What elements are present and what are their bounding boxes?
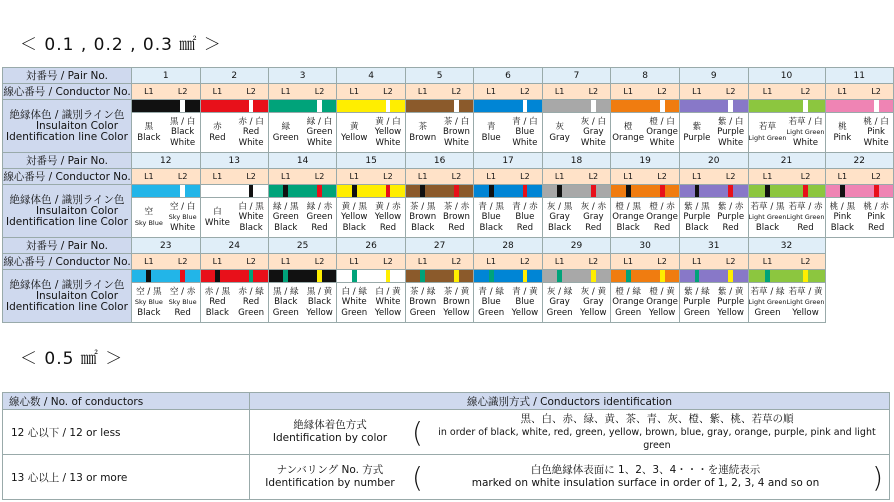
l1-color-name: 紫 Purple <box>683 122 711 143</box>
color-swatch <box>405 100 474 113</box>
pair-number: 31 <box>680 238 749 254</box>
pair-number: 2 <box>200 68 268 84</box>
l1-label: L1 <box>762 172 773 181</box>
color-name <box>611 198 680 238</box>
l1-label: L1 <box>554 87 565 96</box>
l2-color-name: 紫 / 赤 Purple Red <box>717 201 745 233</box>
conductor-labels <box>748 169 825 185</box>
l2-label: L2 <box>725 172 736 181</box>
pair-number: 22 <box>825 153 894 169</box>
color-swatch <box>542 270 610 283</box>
conductor-header: 線心番号 / Conductor No. <box>3 254 132 270</box>
conductor-labels <box>405 254 474 270</box>
pair-number: 10 <box>748 68 825 84</box>
l2-color-name: 茶 / 白 Brown White <box>442 116 470 148</box>
l1-label: L1 <box>212 87 223 96</box>
color-name <box>268 113 336 153</box>
l1-label: L1 <box>762 87 773 96</box>
conductor-labels <box>611 84 680 100</box>
l2-color-name: 桃 / 白 Pink White <box>863 116 889 148</box>
conductor-labels <box>542 84 610 100</box>
l1-color-name: 橙 / 黒 Orange Black <box>612 201 645 233</box>
l2-color-name: 紫 / 白 Purple White <box>717 116 745 148</box>
conductor-header: 線心番号 / Conductor No. <box>3 169 132 185</box>
l1-label: L1 <box>692 257 702 266</box>
l1-color-name: 橙 / 緑 Orange Green <box>612 286 645 318</box>
color-swatch <box>337 270 405 283</box>
color-name <box>405 113 474 153</box>
color-swatch <box>337 100 405 113</box>
l1-label: L1 <box>486 257 496 266</box>
pair-header: 対番号 / Pair No. <box>3 68 132 84</box>
pair-number: 13 <box>200 153 268 169</box>
l1-color-name: 空 / 黒 Sky Blue Black <box>134 286 163 318</box>
l2-label: L2 <box>657 87 667 96</box>
color-header: 絶縁体色 / 識別ライン色 Insulaiton Color Identification line Color <box>3 100 132 153</box>
color-swatch <box>542 185 610 198</box>
identification-method: ナンバリング No. 方式 Identification by number ( 白色絶縁体表面に 1、2、3、4・・・を連続表示 marked on white insulation surface in order of 1, 2, 3, 4 and so on ) <box>250 455 890 500</box>
color-swatch <box>131 100 200 113</box>
color-name <box>825 113 894 153</box>
l1-label: L1 <box>212 257 223 266</box>
l1-label: L1 <box>144 172 154 181</box>
pair-number: 25 <box>268 238 336 254</box>
pair-number: 4 <box>337 68 405 84</box>
l1-label: L1 <box>349 172 359 181</box>
method-en: Identification by number <box>265 477 395 489</box>
l2-label: L2 <box>520 87 530 96</box>
l1-color-name: 黄 Yellow <box>341 122 368 143</box>
l1-color-name: 赤 Red <box>209 122 226 143</box>
l2-label: L2 <box>588 257 599 266</box>
color-name <box>748 198 825 238</box>
l1-color-name: 紫 / 緑 Purple Green <box>683 286 711 318</box>
color-name <box>680 198 749 238</box>
color-name <box>405 198 474 238</box>
l2-label: L2 <box>588 87 599 96</box>
l2-color-name: 若草 / 赤 Light Green Red <box>786 201 825 233</box>
color-swatch <box>131 270 200 283</box>
l2-color-name: 若草 / 白 Light Green White <box>786 116 825 148</box>
l1-label: L1 <box>554 257 565 266</box>
pair-number: 21 <box>748 153 825 169</box>
color-name <box>131 283 200 323</box>
l2-color-name: 空 / 赤 Sky Blue Red <box>168 286 197 318</box>
l1-label: L1 <box>623 87 633 96</box>
color-name <box>474 198 542 238</box>
l1-label: L1 <box>349 257 359 266</box>
l2-color-name: 灰 / 白 Gray White <box>580 116 607 148</box>
l2-color-name: 橙 / 赤 Orange Red <box>646 201 678 233</box>
color-swatch <box>748 270 825 283</box>
l2-color-name: 紫 / 黄 Purple Yellow <box>717 286 745 318</box>
l1-color-name: 赤 / 黒 Red Black <box>204 286 231 318</box>
l2-color-name: 青 / 白 Blue White <box>512 116 538 148</box>
method-desc-jp: 黒、白、赤、緑、黄、茶、青、灰、橙、紫、桃、若草の順 <box>520 412 794 425</box>
l2-color-name: 緑 / 赤 Green Red <box>306 201 333 233</box>
l1-label: L1 <box>486 87 496 96</box>
l1-color-name: 桃 Pink <box>833 122 852 143</box>
l2-label: L2 <box>657 257 667 266</box>
pair-header: 対番号 / Pair No. <box>3 153 132 169</box>
pair-number: 19 <box>611 153 680 169</box>
l2-label: L2 <box>725 87 736 96</box>
color-swatch <box>200 100 268 113</box>
pair-number: 1 <box>131 68 200 84</box>
l2-color-name: 青 / 黄 Blue Yellow <box>511 286 539 318</box>
color-swatch <box>200 270 268 283</box>
color-swatch <box>748 185 825 198</box>
l2-label: L2 <box>588 172 599 181</box>
pair-number: 5 <box>405 68 474 84</box>
color-swatch <box>680 270 749 283</box>
pair-number: 6 <box>474 68 542 84</box>
l1-color-name: 茶 / 黒 Brown Black <box>409 201 437 233</box>
pair-number: 27 <box>405 238 474 254</box>
color-swatch <box>611 100 680 113</box>
method-desc-en: in order of black, white, red, green, yellow, brown, blue, gray, orange, purple, pink and light green <box>438 426 876 451</box>
l2-color-name: 青 / 赤 Blue Red <box>512 201 538 233</box>
l1-color-name: 紫 / 黒 Purple Black <box>683 201 711 233</box>
l1-color-name: 黄 / 黒 Yellow Black <box>341 201 368 233</box>
l1-label: L1 <box>837 172 848 181</box>
color-swatch <box>474 100 542 113</box>
pair-number: 24 <box>200 238 268 254</box>
color-swatch <box>405 185 474 198</box>
header-conductors-identification: 線心識別方式 / Conductors identification <box>250 393 890 410</box>
l2-color-name: 赤 / 白 Red White <box>238 116 264 148</box>
conductor-labels <box>474 84 542 100</box>
l2-label: L2 <box>451 87 462 96</box>
identification-method: 絶縁体着色方式 Identification by color ( 黒、白、赤、緑、黄、茶、青、灰、橙、紫、桃、若草の順 in order of black, white, red, green, yellow, brown, blue, gray, orange, purple, pink and light green <box>250 410 890 455</box>
l2-color-name: 赤 / 緑 Red Green <box>238 286 265 318</box>
conductor-labels <box>405 84 474 100</box>
method-jp: ナンバリング No. 方式 <box>276 464 384 476</box>
color-swatch <box>200 185 268 198</box>
l1-label: L1 <box>554 172 565 181</box>
color-name <box>131 113 200 153</box>
l2-color-name: 黒 / 黄 Black Yellow <box>306 286 333 318</box>
conductor-labels <box>268 169 336 185</box>
conductor-labels <box>131 169 200 185</box>
header-no-of-conductors: 線心数 / No. of conductors <box>3 393 250 410</box>
color-swatch <box>337 185 405 198</box>
conductor-header: 線心番号 / Conductor No. <box>3 84 132 100</box>
l2-color-name: 黄 / 赤 Yellow Red <box>374 201 402 233</box>
conductor-labels <box>611 169 680 185</box>
conductor-labels <box>680 84 749 100</box>
l1-color-name: 空 Sky Blue <box>134 207 163 227</box>
l2-label: L2 <box>246 257 256 266</box>
l2-color-name: 白 / 黒 White Black <box>238 201 264 233</box>
l1-color-name: 灰 / 黒 Gray Black <box>546 201 573 233</box>
conductor-labels <box>337 169 405 185</box>
l2-label: L2 <box>177 257 188 266</box>
color-name <box>748 283 825 323</box>
l2-color-name: 白 / 黄 White Yellow <box>374 286 402 318</box>
color-name <box>680 283 749 323</box>
color-swatch <box>825 185 894 198</box>
color-name <box>825 198 894 238</box>
color-name <box>131 198 200 238</box>
l1-label: L1 <box>281 257 291 266</box>
color-name <box>268 198 336 238</box>
color-name <box>337 283 405 323</box>
identification-table <box>2 392 890 500</box>
pair-number: 15 <box>337 153 405 169</box>
section-title-small-gauge: ＜ 0.1 , 0.2 , 0.3 ㎟ ＞ <box>20 35 222 55</box>
l1-color-name: 黒 / 緑 Black Green <box>272 286 299 318</box>
conductor-labels <box>748 84 825 100</box>
conductor-labels <box>268 254 336 270</box>
conductor-labels <box>337 84 405 100</box>
pair-number: 14 <box>268 153 336 169</box>
l2-label: L2 <box>314 257 325 266</box>
color-swatch <box>680 100 749 113</box>
l2-label: L2 <box>871 87 881 96</box>
pair-number: 30 <box>611 238 680 254</box>
l1-color-name: 灰 Gray <box>549 122 570 143</box>
conductor-labels <box>542 169 610 185</box>
color-swatch <box>748 100 825 113</box>
color-name <box>748 113 825 153</box>
color-name <box>474 283 542 323</box>
l1-label: L1 <box>212 172 223 181</box>
color-swatch <box>542 100 610 113</box>
conductor-labels <box>200 84 268 100</box>
conductor-labels <box>268 84 336 100</box>
pair-header: 対番号 / Pair No. <box>3 238 132 254</box>
l1-color-name: 青 / 黒 Blue Black <box>478 201 504 233</box>
pair-number: 18 <box>542 153 610 169</box>
pair-number: 3 <box>268 68 336 84</box>
l1-color-name: 白 / 緑 White Green <box>341 286 368 318</box>
section-title-05-gauge: ＜ 0.5 ㎟ ＞ <box>20 349 124 369</box>
l1-label: L1 <box>762 257 773 266</box>
color-name <box>611 283 680 323</box>
l2-label: L2 <box>520 257 530 266</box>
l1-label: L1 <box>837 87 848 96</box>
pair-number: 23 <box>131 238 200 254</box>
color-swatch <box>474 270 542 283</box>
conductor-count: 13 心以上 / 13 or more <box>3 455 250 500</box>
l2-label: L2 <box>451 257 462 266</box>
l1-color-name: 緑 Green <box>272 122 299 143</box>
color-name <box>200 198 268 238</box>
l2-label: L2 <box>246 87 256 96</box>
conductor-count: 12 心以下 / 12 or less <box>3 410 250 455</box>
l2-label: L2 <box>520 172 530 181</box>
l1-label: L1 <box>623 257 633 266</box>
color-swatch <box>611 270 680 283</box>
conductor-labels <box>200 169 268 185</box>
l2-color-name: 緑 / 白 Green White <box>306 116 333 148</box>
l2-color-name: 黒 / 白 Black White <box>169 116 196 148</box>
color-swatch <box>474 185 542 198</box>
l2-label: L2 <box>657 172 667 181</box>
l2-color-name: 橙 / 白 Orange White <box>646 116 678 148</box>
l2-color-name: 空 / 白 Sky Blue White <box>168 201 197 233</box>
conductor-labels <box>748 254 825 270</box>
l1-label: L1 <box>486 172 496 181</box>
conductor-labels <box>825 84 894 100</box>
l2-label: L2 <box>871 172 881 181</box>
l1-color-name: 茶 / 緑 Brown Green <box>409 286 437 318</box>
color-name <box>474 113 542 153</box>
l2-label: L2 <box>314 87 325 96</box>
l2-label: L2 <box>177 172 188 181</box>
l2-color-name: 橙 / 黄 Orange Yellow <box>646 286 678 318</box>
l2-label: L2 <box>451 172 462 181</box>
conductor-labels <box>131 84 200 100</box>
pair-number: 12 <box>131 153 200 169</box>
conductor-labels <box>611 254 680 270</box>
pair-number: 7 <box>542 68 610 84</box>
conductor-labels <box>825 169 894 185</box>
l1-label: L1 <box>144 257 154 266</box>
color-name <box>680 113 749 153</box>
color-name <box>405 283 474 323</box>
pair-number: 16 <box>405 153 474 169</box>
color-code-table <box>2 67 894 323</box>
color-name <box>200 283 268 323</box>
color-header: 絶縁体色 / 識別ライン色 Insulaiton Color Identification line Color <box>3 270 132 323</box>
l1-label: L1 <box>623 172 633 181</box>
method-jp: 絶縁体着色方式 <box>293 419 367 431</box>
l1-color-name: 若草 Light Green <box>748 122 787 142</box>
pair-number: 32 <box>748 238 825 254</box>
l1-color-name: 橙 Orange <box>612 122 645 143</box>
color-name <box>337 198 405 238</box>
l2-color-name: 黄 / 白 Yellow White <box>374 116 402 148</box>
pair-number: 9 <box>680 68 749 84</box>
l1-label: L1 <box>281 172 291 181</box>
color-swatch <box>268 100 336 113</box>
method-desc-en: marked on white insulation surface in order of 1, 2, 3, 4 and so on <box>471 477 820 489</box>
conductor-labels <box>337 254 405 270</box>
color-name <box>337 113 405 153</box>
l1-label: L1 <box>417 257 428 266</box>
l2-label: L2 <box>383 172 393 181</box>
pair-number: 20 <box>680 153 749 169</box>
color-header: 絶縁体色 / 識別ライン色 Insulaiton Color Identification line Color <box>3 185 132 238</box>
l1-label: L1 <box>417 87 428 96</box>
color-name <box>268 283 336 323</box>
l2-color-name: 茶 / 赤 Brown Red <box>442 201 470 233</box>
l2-label: L2 <box>383 87 393 96</box>
color-swatch <box>680 185 749 198</box>
pair-number: 8 <box>611 68 680 84</box>
l1-label: L1 <box>144 87 154 96</box>
l1-label: L1 <box>349 87 359 96</box>
l2-label: L2 <box>246 172 256 181</box>
l1-color-name: 灰 / 緑 Gray Green <box>546 286 573 318</box>
color-swatch <box>268 185 336 198</box>
pair-number: 26 <box>337 238 405 254</box>
color-swatch <box>611 185 680 198</box>
l2-label: L2 <box>800 257 811 266</box>
l2-color-name: 桃 / 赤 Pink Red <box>863 201 889 233</box>
l1-color-name: 青 Blue <box>481 122 501 143</box>
l2-label: L2 <box>725 257 736 266</box>
color-swatch <box>405 270 474 283</box>
l1-label: L1 <box>692 172 702 181</box>
l1-color-name: 青 / 緑 Blue Green <box>478 286 505 318</box>
color-swatch <box>825 100 894 113</box>
conductor-labels <box>131 254 200 270</box>
l1-color-name: 茶 Brown <box>409 122 437 143</box>
l2-label: L2 <box>800 172 811 181</box>
l1-label: L1 <box>281 87 291 96</box>
l2-label: L2 <box>177 87 188 96</box>
color-swatch <box>131 185 200 198</box>
color-name <box>542 113 610 153</box>
l2-label: L2 <box>800 87 811 96</box>
l1-label: L1 <box>692 87 702 96</box>
color-name <box>611 113 680 153</box>
l1-color-name: 若草 / 緑 Light Green Green <box>748 286 787 318</box>
l2-label: L2 <box>314 172 325 181</box>
pair-number: 28 <box>474 238 542 254</box>
conductor-labels <box>542 254 610 270</box>
l1-color-name: 黒 Black <box>137 122 161 143</box>
pair-number: 11 <box>825 68 894 84</box>
method-en: Identification by color <box>272 432 388 444</box>
l2-color-name: 灰 / 黄 Gray Yellow <box>580 286 607 318</box>
l2-color-name: 若草 / 黄 Light Green Yellow <box>786 286 825 318</box>
conductor-labels <box>680 169 749 185</box>
color-name <box>542 198 610 238</box>
l2-color-name: 茶 / 黄 Brown Yellow <box>442 286 470 318</box>
l2-color-name: 灰 / 赤 Gray Red <box>580 201 607 233</box>
l1-color-name: 桃 / 黒 Pink Black <box>829 201 856 233</box>
pair-number: 17 <box>474 153 542 169</box>
color-name <box>542 283 610 323</box>
conductor-labels <box>200 254 268 270</box>
conductor-labels <box>474 254 542 270</box>
conductor-labels <box>405 169 474 185</box>
method-desc-jp: 白色絶縁体表面に 1、2、3、4・・・を連続表示 <box>530 464 761 476</box>
l1-color-name: 若草 / 黒 Light Green Black <box>748 201 787 233</box>
l1-color-name: 緑 / 黒 Green Black <box>272 201 299 233</box>
l2-label: L2 <box>383 257 393 266</box>
pair-number: 29 <box>542 238 610 254</box>
color-swatch <box>268 270 336 283</box>
l1-label: L1 <box>417 172 428 181</box>
conductor-labels <box>680 254 749 270</box>
conductor-labels <box>474 169 542 185</box>
l1-color-name: 白 White <box>204 207 230 228</box>
color-name <box>200 113 268 153</box>
